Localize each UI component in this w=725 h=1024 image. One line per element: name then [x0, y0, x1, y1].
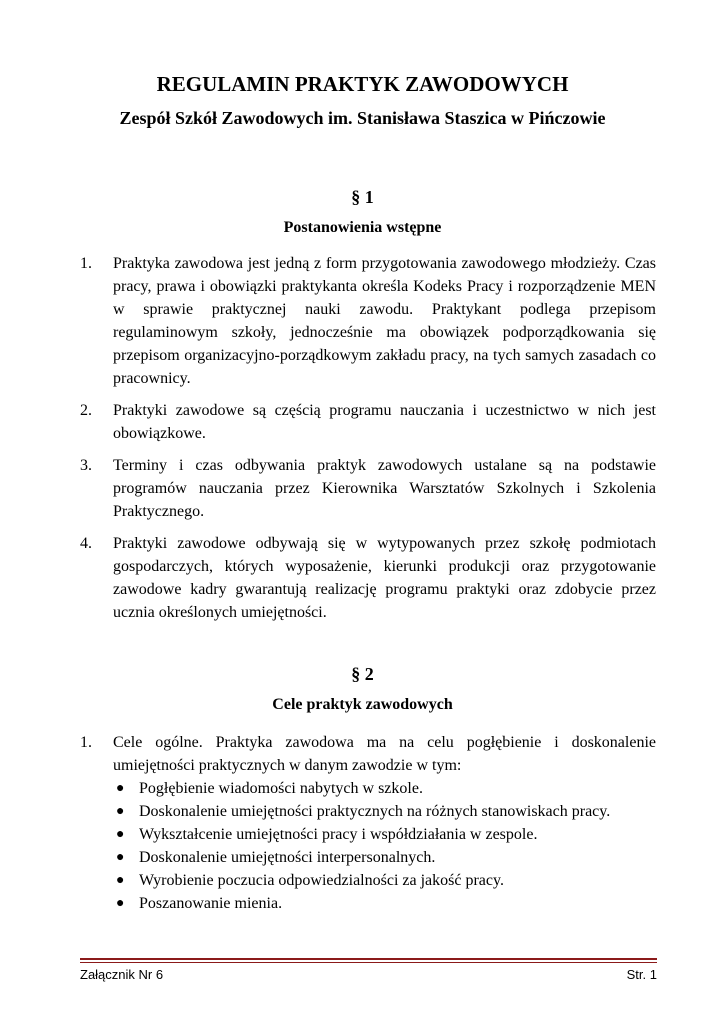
item-number: 4. — [80, 535, 92, 552]
bullet-list — [113, 777, 656, 915]
bullet-text: Poszanowanie mienia. — [139, 895, 283, 912]
item-text: Praktyki zawodowe odbywają się w wytypowanych przez szkołę podmiotach gospodarczych, których wyposażenie, kierunki produkcji oraz przygotowanie zawodowe kadry gwarantują realizację programu praktyki oraz zdobycie przez ucznia określonych umiejętności. — [113, 535, 656, 621]
bullet-text: Wykształcenie umiejętności pracy i współdziałania w zespole. — [139, 826, 538, 843]
document-subtitle: Zespół Szkół Zawodowych im. Stanisława Staszica w Pińczowie — [119, 108, 606, 128]
footer-page-number: Str. 1 — [626, 967, 657, 982]
list-item — [80, 399, 656, 445]
section-1-list — [80, 252, 656, 633]
list-item — [80, 454, 656, 523]
bullet-item — [113, 800, 656, 823]
bullet-item — [113, 869, 656, 892]
item-number: 3. — [80, 457, 92, 474]
bullet-text: Doskonalenie umiejętności interpersonalnych. — [139, 849, 436, 866]
bullet-item — [113, 777, 656, 800]
bullet-item — [113, 823, 656, 846]
section-1-mark: § 1 — [351, 187, 374, 207]
item-text: Terminy i czas odbywania praktyk zawodowych ustalane są na podstawie programów nauczania przez Kierownika Warsztatów Szkolnych i Szkolenia Praktycznego. — [113, 457, 656, 520]
section-2-list — [80, 731, 656, 924]
item-text: Praktyki zawodowe są częścią programu nauczania i uczestnictwo w nich jest obowiązkowe. — [113, 402, 656, 442]
list-item — [80, 532, 656, 624]
section-2-heading: Cele praktyk zawodowych — [272, 696, 453, 713]
bullet-icon: ● — [116, 873, 125, 888]
bullet-icon: ● — [116, 896, 125, 911]
item-text: Cele ogólne. Praktyka zawodowa ma na celu pogłębienie i doskonalenie umiejętności praktycznych w danym zawodzie w tym: — [113, 734, 656, 774]
footer-divider — [80, 958, 657, 960]
list-item — [80, 731, 656, 915]
section-2-mark: § 2 — [351, 664, 374, 684]
item-text: Praktyka zawodowa jest jedną z form przygotowania zawodowego młodzieży. Czas pracy, prawa i obowiązki praktykanta określa Kodeks Pracy i rozporządzenie MEN w sprawie praktycznej nauki zawodu. Praktykant podlega przepisom regulaminowym szkoły, jednocześnie ma obowiązek podporządkowania się przepisom organizacyjno-porządkowym zakładu pracy, na tych samych zasadach co pracownicy. — [113, 255, 656, 387]
item-number: 1. — [80, 734, 92, 751]
bullet-item — [113, 846, 656, 869]
footer-divider-thin — [80, 962, 657, 963]
bullet-icon: ● — [116, 827, 125, 842]
bullet-icon: ● — [116, 781, 125, 796]
bullet-text: Pogłębienie wiadomości nabytych w szkole. — [139, 780, 423, 797]
document-title: REGULAMIN PRAKTYK ZAWODOWYCH — [156, 72, 569, 96]
footer-attachment-label: Załącznik Nr 6 — [80, 967, 164, 982]
list-item — [80, 252, 656, 390]
item-number: 2. — [80, 402, 92, 419]
bullet-item — [113, 892, 656, 915]
bullet-text: Wyrobienie poczucia odpowiedzialności za jakość pracy. — [139, 872, 504, 889]
bullet-text: Doskonalenie umiejętności praktycznych na różnych stanowiskach pracy. — [139, 803, 611, 820]
bullet-icon: ● — [116, 804, 125, 819]
item-number: 1. — [80, 255, 92, 272]
section-1-heading: Postanowienia wstępne — [283, 219, 442, 236]
bullet-icon: ● — [116, 850, 125, 865]
